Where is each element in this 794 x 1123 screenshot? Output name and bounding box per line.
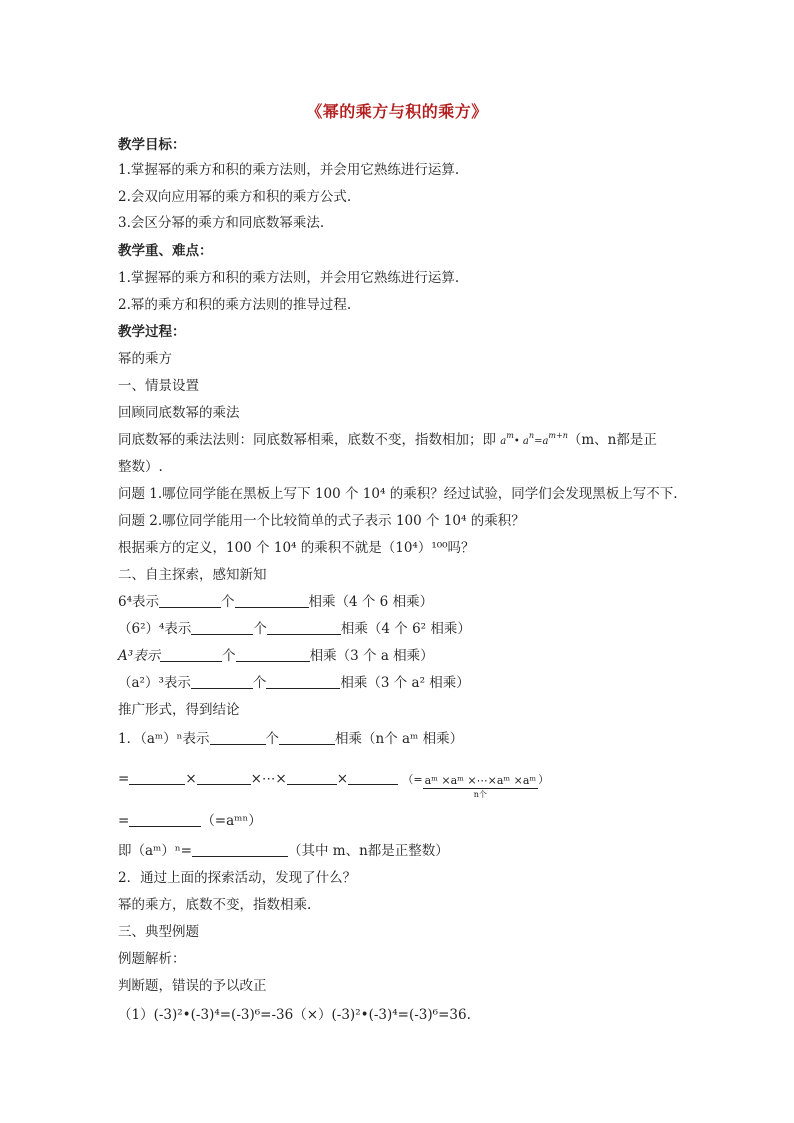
review-text: 回顾同底数幂的乘法 <box>118 405 240 421</box>
section-title: 三、典型例题 <box>118 924 199 940</box>
result-line: = （=aᵐⁿ） <box>118 813 262 829</box>
question-1: 问题 1.哪位同学能在黑板上写下 100 个 10⁴ 的乘积？经过试验，同学们会发现黑板上写不下. <box>118 486 678 502</box>
rule-suffix: （m、n都是正 <box>567 432 657 448</box>
process-heading: 教学过程： <box>118 324 186 340</box>
section-title: 一、情景设置 <box>118 378 199 394</box>
exercise-line: A³表示 个 相乘（3 个 a 相乘） <box>118 648 434 664</box>
question-4: 2．通过上面的探索活动，发现了什么？ <box>118 870 357 886</box>
key-point-item: 1.掌握幂的乘方和积的乘方法则，并会用它熟练进行运算. <box>118 270 460 286</box>
rule-text <box>118 431 657 451</box>
example-label: 例题解析： <box>118 951 186 967</box>
key-point-item: 2.幂的乘方和积的乘方法则的推导过程. <box>118 297 352 313</box>
exercise-line: （a²）³表示 个 相乘（3 个 a² 相乘） <box>118 675 470 691</box>
goal-item: 3.会区分幂的乘方和同底数幂乘法. <box>118 215 325 231</box>
section-title: 二、自主探索，感知新知 <box>118 567 267 583</box>
general-line: 1．（aᵐ）ⁿ表示 个 相乘（n个 aᵐ 相乘） <box>118 731 464 747</box>
expansion-line: = × ×⋯× × （= $\frac{\text{aᵐ ×aᵐ ×⋯×aᵐ ×aᵐ}}{\text{n个}}$ ） <box>118 771 550 799</box>
document-title: 《幂的乘方与积的乘方》 <box>306 102 488 121</box>
rule-text-cont: 整数）. <box>118 459 163 475</box>
conclusion-text: 幂的乘方，底数不变，指数相乘. <box>118 897 312 913</box>
question-2: 问题 2.哪位同学能用一个比较简单的式子表示 100 个 10⁴ 的乘积？ <box>118 513 525 529</box>
generalize-text: 推广形式，得到结论 <box>118 702 240 718</box>
judge-text: 判断题，错误的予以改正 <box>118 978 267 994</box>
goal-item: 2.会双向应用幂的乘方和积的乘方公式. <box>118 189 352 205</box>
rule-formula: $a^m•$ $a^n=a^{m+n}$ <box>500 431 568 447</box>
subsection-title: 幂的乘方 <box>118 351 172 367</box>
fraction: $\frac{\text{aᵐ ×aᵐ ×⋯×aᵐ ×aᵐ}}{\text{n个}}$ <box>424 774 537 799</box>
example-item-1: （1）(-3)²•(-3)⁴=(-3)⁶=-36（×）(-3)²•(-3)⁴=(-3)⁶=36. <box>118 1007 471 1023</box>
formula-line: 即（aᵐ）ⁿ= （其中 m、n都是正整数） <box>118 843 449 859</box>
goals-heading: 教学目标： <box>118 137 186 153</box>
exercise-line: 6⁴表示 个 相乘（4 个 6 相乘） <box>118 594 434 610</box>
exercise-line: （6²）⁴表示 个 相乘（4 个 6² 相乘） <box>118 621 471 637</box>
goal-item: 1.掌握幂的乘方和积的乘方法则，并会用它熟练进行运算. <box>118 162 460 178</box>
rule-prefix: 同底数幂的乘法法则：同底数幂相乘，底数不变，指数相加；即 <box>118 432 501 448</box>
key-points-heading: 教学重、难点： <box>118 243 213 259</box>
question-3: 根据乘方的定义，100 个 10⁴ 的乘积不就是（10⁴）¹⁰⁰吗？ <box>118 540 475 556</box>
